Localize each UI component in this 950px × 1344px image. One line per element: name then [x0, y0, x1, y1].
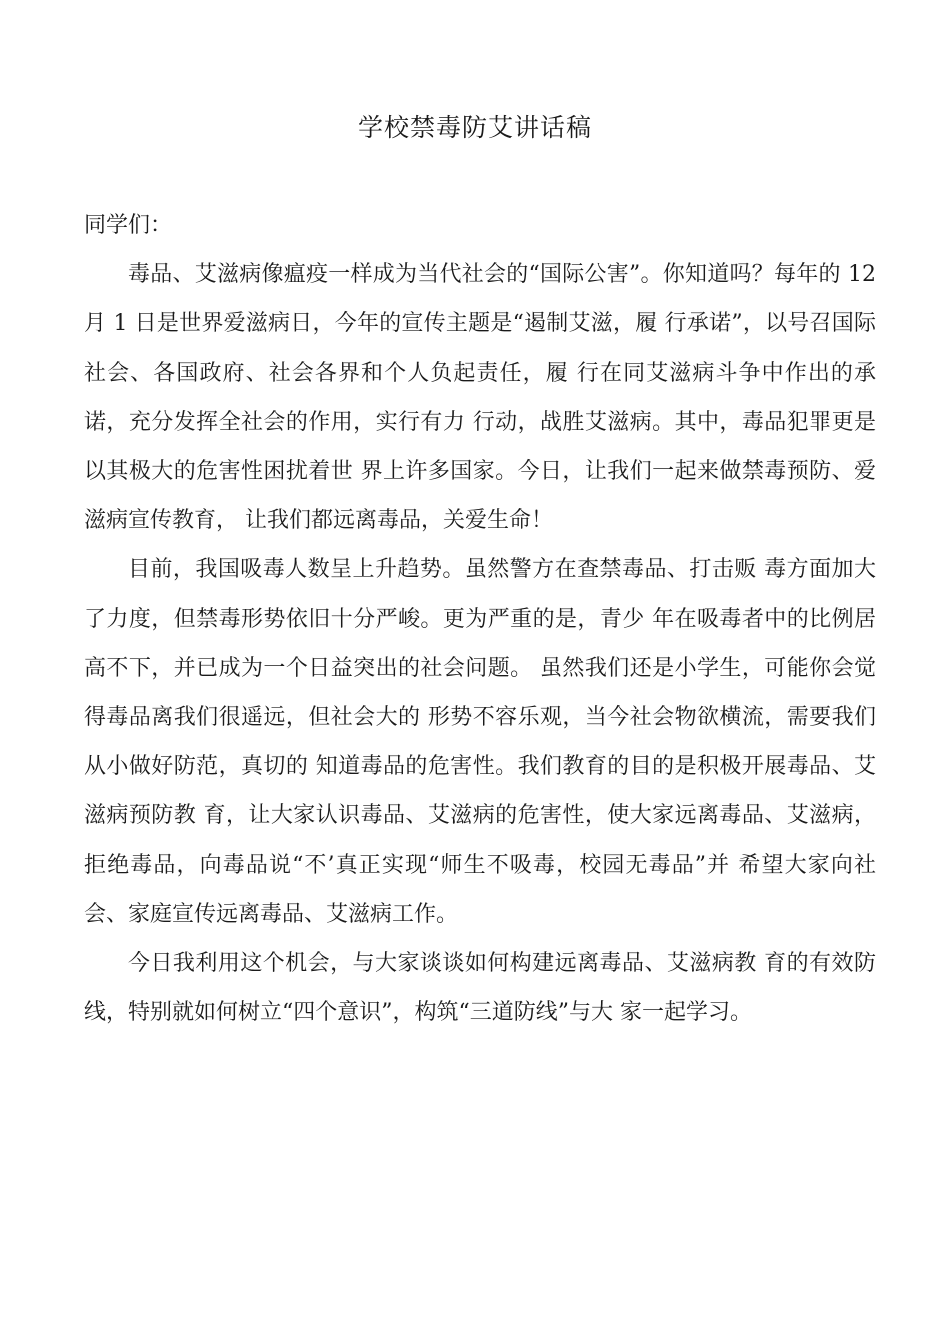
paragraph-2: 目前，我国吸毒人数呈上升趋势。虽然警方在查禁毒品、打击贩 毒方面加大了力度，但禁毒形势依旧十分严峻。更为严重的是，青少 年在吸毒者中的比例居高不下，并已成为一个日益突出的社会问题。 虽然我们还是小学生，可能你会觉得毒品离我们很遥远，但社会大的 形势不容乐观，当今社会物欲横流，需要我们从小做好防范，真切的 知道毒品的危害性。我们教育的目的是积极开展毒品、艾滋病预防教 育，让大家认识毒品、艾滋病的危害性，使大家远离毒品、艾滋病， 拒绝毒品，向毒品说“不’真正实现“师生不吸毒，校园无毒品”并 希望大家向社会、家庭宣传远离毒品、艾滋病工作。	[84, 557, 876, 927]
document-body	[84, 201, 876, 1037]
salutation: 同学们：	[84, 213, 173, 238]
paragraph-1: 毒品、艾滋病像瘟疫一样成为当代社会的“国际公害”。你知道吗？每年的 12 月 1 日是世界爱滋病日，今年的宣传主题是“遏制艾滋，履 行承诺”，以号召国际社会、各国政府、社会各界和个人负起责任，履 行在同艾滋病斗争中作出的承诺，充分发挥全社会的作用，实行有力 行动，战胜艾滋病。其中，毒品犯罪更是以其极大的危害性困扰着世 界上许多国家。今日，让我们一起来做禁毒预防、爱滋病宣传教育， 让我们都远离毒品，关爱生命！	[84, 262, 876, 534]
paragraph-3: 今日我利用这个机会，与大家谈谈如何构建远离毒品、艾滋病教 育的有效防线，特别就如何树立“四个意识”，构筑“三道防线”与大 家一起学习。	[84, 951, 876, 1026]
document-title: 学校禁毒防艾讲话稿	[357, 113, 592, 142]
